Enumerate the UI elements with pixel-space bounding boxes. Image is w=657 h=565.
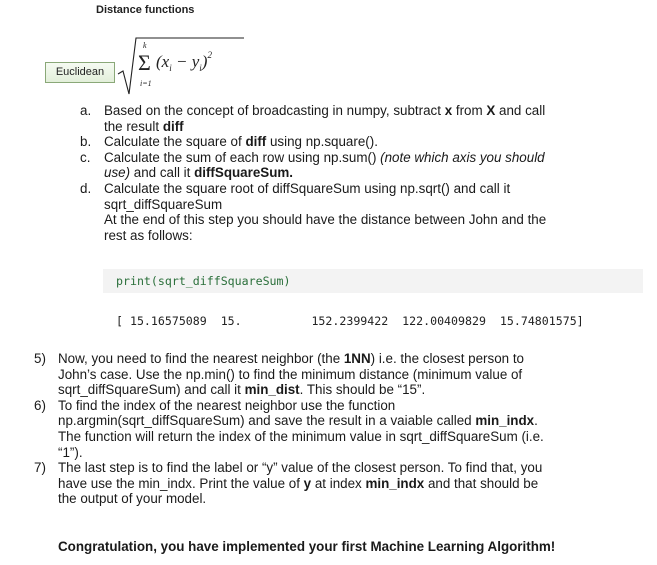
formula-body: $(x_i - y_i)^2$	[156, 50, 212, 73]
step-a: a. Based on the concept of broadcasting in numpy, subtract x from X and call the result diff	[80, 103, 546, 134]
step-6: 6) To find the index of the nearest neighbor use the function np.argmin(sqrt_diffSquareSum) and save the result in a vaiable called min_indx. The function will return the index of the minimum value in sqrt_diffSquareSum (i.e. “1”).	[34, 397, 544, 460]
step-7: 7) The last step is to find the label or “y” value of the closest person. To find that, you have use the min_indx. Print the value of y at index min_indx and that should be the output of your model.	[34, 460, 543, 507]
euclidean-formula	[116, 34, 246, 98]
step-d: d. Calculate the square root of diffSquareSum using np.sqrt() and call it sqrt_diffSquareSum At the end of this step you should have the distance between John and the rest as follows:	[80, 180, 547, 243]
sum-symbol: Σ	[138, 50, 151, 75]
code-output: [ 15.16575089 15. 152.2399422 122.00409829 15.74801575]	[116, 314, 584, 328]
step-list	[80, 103, 620, 243]
step-5: 5) Now, you need to find the nearest neighbor (the 1NN) i.e. the closest person to John’s case. Use the np.min() to find the minimum distance (minimum value of sqrt_diffSquareSum) and call it min_dist. This should be “15”.	[34, 351, 524, 398]
step-c: c. Calculate the sum of each row using np.sum() (note which axis you should use) and call it diffSquareSum.	[80, 149, 545, 181]
numbered-list	[34, 351, 624, 507]
code-input: print(sqrt_diffSquareSum)	[116, 274, 291, 288]
sum-upper-limit: k	[143, 41, 147, 50]
sum-lower-limit: i=1	[140, 79, 152, 88]
section-heading: Distance functions	[96, 4, 195, 16]
congrats-message: Congratulation, you have implemented your first Machine Learning Algorithm!	[58, 539, 556, 554]
step-b: b. Calculate the square of diff using np.square().	[80, 134, 378, 150]
euclidean-badge: Euclidean	[45, 62, 115, 83]
